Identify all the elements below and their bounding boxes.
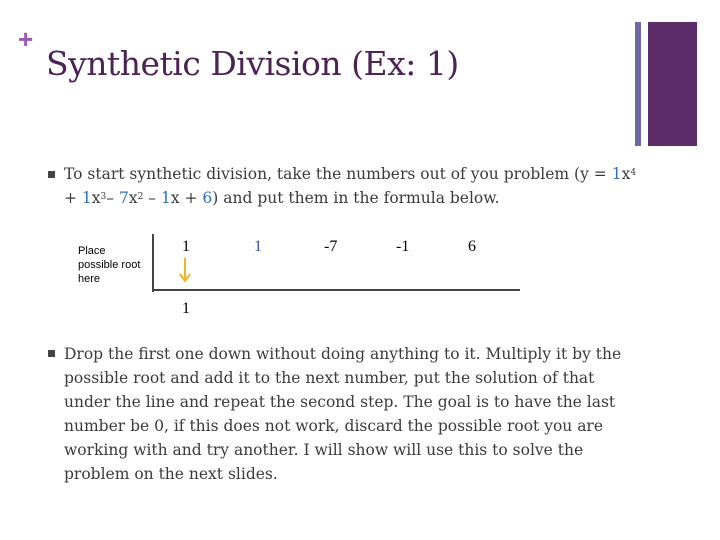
bullet-marker-1 (48, 171, 55, 178)
accent-bar-thin (635, 22, 641, 146)
division-vertical-line (152, 234, 154, 292)
exponent-2: 2 (137, 192, 144, 202)
bullet-marker-2 (48, 350, 55, 357)
result-1: 1 (182, 300, 190, 317)
var-x-plus: x + (170, 189, 203, 207)
coefficient-5: 6 (468, 238, 476, 255)
exponent-3: 3 (100, 192, 107, 202)
bullet-1-outro: ) and put them in the formula below. (212, 189, 500, 207)
drop-down-arrow-icon (178, 258, 192, 284)
coefficient-1: 1 (182, 238, 190, 255)
plus-decoration: + (18, 24, 34, 54)
coefficient-3: -7 (324, 238, 338, 255)
op-minus-1: – (106, 189, 119, 207)
var-x-2: x (91, 189, 101, 207)
var-x-1: x (621, 165, 631, 183)
coefficient-2: 1 (254, 238, 262, 255)
bullet-1-intro: To start synthetic division, take the numbers out of you problem (y = (64, 165, 612, 183)
coef-term-4: 1 (160, 189, 171, 207)
bullet-2-text: Drop the first one down without doing anything to it. Multiply it by the possible root and add it to the next number, put the solution of that under the line and repeat the second step. The goal is to have the last number be 0, if this does not work, discard the possible root you are working with and try another. I will show will use this to solve the problem on the next slides. (64, 345, 622, 483)
accent-bar-thick (648, 22, 697, 146)
op-plus-1: + (64, 189, 82, 207)
coef-term-2: 1 (81, 189, 92, 207)
exponent-4: 4 (630, 168, 637, 178)
var-x-3: x (128, 189, 138, 207)
place-root-label: Place possible root here (78, 245, 141, 285)
coef-term-1: 1 (611, 165, 622, 183)
coef-term-5: 6 (202, 189, 213, 207)
division-horizontal-line (152, 289, 520, 291)
coef-term-3: 7 (118, 189, 129, 207)
slide-title: Synthetic Division (Ex: 1) (46, 44, 459, 83)
op-minus-2: – (143, 189, 161, 207)
coefficient-4: -1 (396, 238, 410, 255)
bullet-1-text (64, 162, 644, 210)
